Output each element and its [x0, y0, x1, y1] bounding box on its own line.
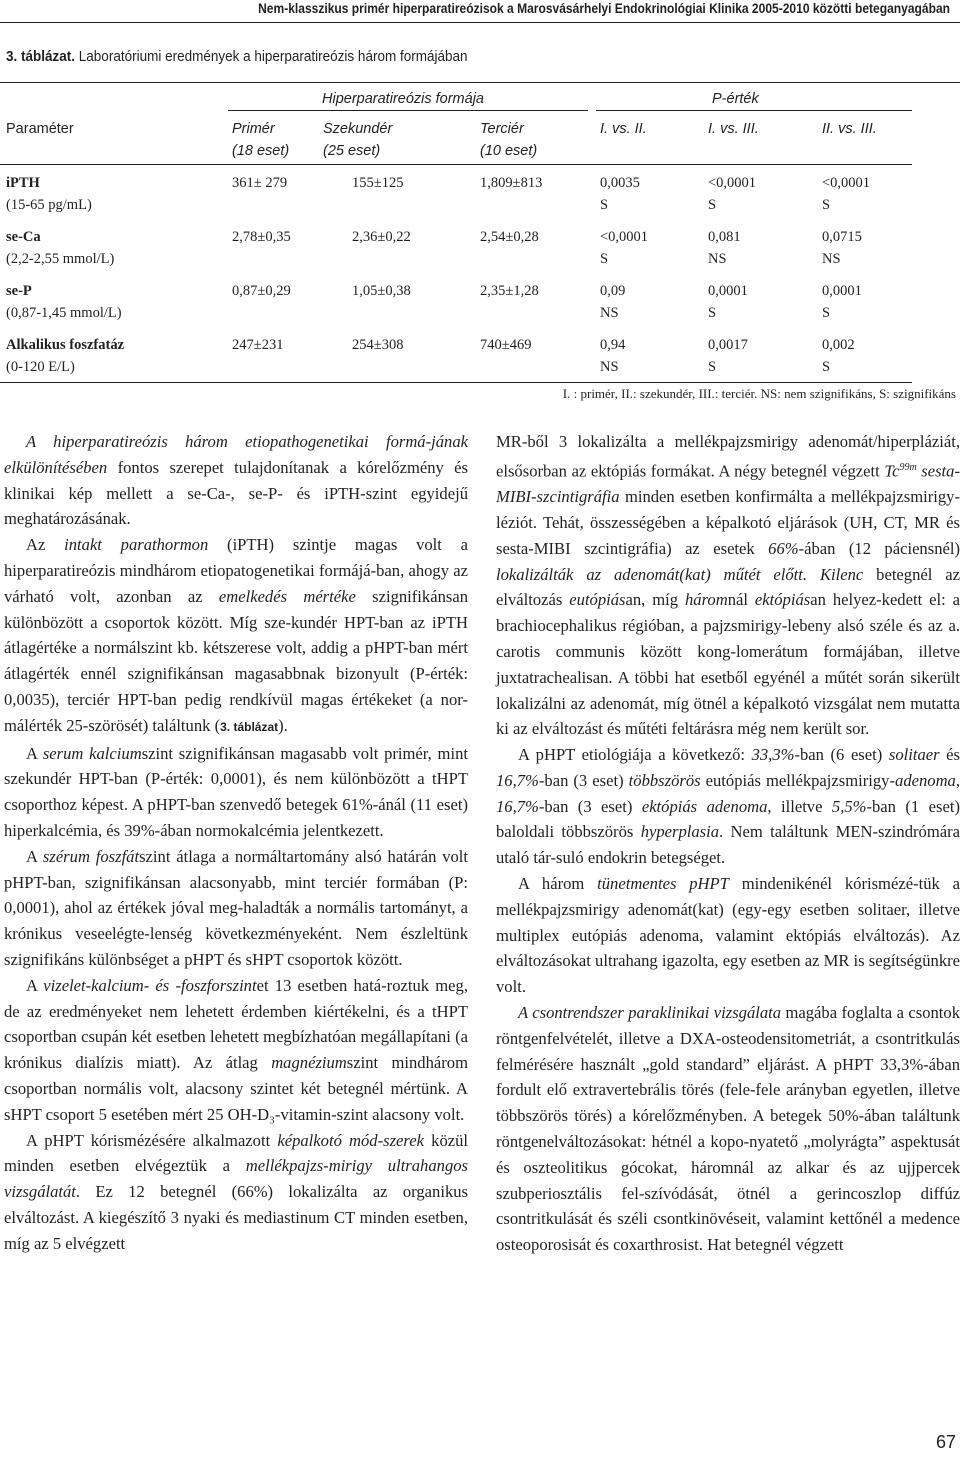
row-range: (15-65 pg/mL) [6, 197, 92, 213]
header-p-1-3: I. vs. III. [708, 121, 759, 137]
paragraph: A szérum foszfátszint átlaga a normáltartomány alsó határán volt pHPT-ban, szignifikánsan alacsonyabb, mint terciér formában (P: 0,0001), ahol az értékek jóval meg-haladták a normális tartományt, a krónikus veseelégte-lenség következményeként. Nem észleltünk szignifikáns különbséget a pHPT és sHPT csoportok között. [4, 846, 469, 969]
paragraph: A hiperparatireózis három etiopathogenetikai formá-jának elkülönítésében fontos szerepet tulajdonítanak a kórelőzmény és klinikai kép mellett a se-Ca-, se-P- és iPTH-szint egyidejű meghatározásának. [4, 432, 468, 529]
cell-szekunder: 2,36±0,22 [352, 229, 411, 245]
table-top-rule [0, 82, 960, 83]
paragraph: A pHPT kórismézésére alkalmazott képalkotó mód-szerek közül minden esetben elvégeztük a mellékpajzs-mirigy ultrahangos vizsgálatát. Ez 12 betegnél (66%) lokalizálta az organikus elváltozást. A kiegészítő 3 nyaki és mediastinum CT minden esetben, míg az 5 elvégzett [4, 1130, 469, 1253]
cell-primer: 2,78±0,35 [232, 229, 291, 245]
cell-p13-sig: S [708, 305, 717, 321]
cell-p13: <0,0001 [708, 175, 757, 191]
cell-tercier: 2,35±1,28 [480, 283, 539, 299]
cell-szekunder: 254±308 [352, 337, 404, 353]
cell-p23-sig: S [822, 305, 831, 321]
paragraph: A vizelet-kalcium- és -foszforszintet 13 esetben hatá-roztuk meg, de az eredményeket nem lehetett érdemben kiértékelni, és a tHPT csoportban csupán két esetben lehetett megbízhatóan megállapítani (a krónikus dialízis miatt). Az átlag magnéziumszint mindhárom csoportban normális volt, alacsony szintet két betegnél mértünk. A sHPT csoport 5 esetében mért 25 OH-D₃-vitamin-szint alacsony volt. [4, 975, 468, 1124]
cell-p12: 0,94 [600, 337, 626, 353]
cell-p23-sig: NS [822, 251, 841, 267]
cell-p12: 0,0035 [600, 175, 640, 191]
cell-p23: 0,002 [822, 337, 855, 353]
paragraph: MR-ből 3 lokalizálta a mellékpajzsmirigy adenomát/hiperpláziát, elsősorban az ektópiás formákat. A négy betegnél végzett $Tc^{99m}$ sesta-MIBI-szcintigráfia minden esetben konfirmálta a mellékpajzsmirigy-léziót. Tehát, összességében a képalkotó eljárások (UH, CT, MR és sesta-MIBI szcintigráfia) az esetek 66%-ában (12 páciensnél) lokalizálták az adenomát(kat) műtét előtt. Kilenc betegnél az elváltozás eutópiásan, míg háromnál ektópiásan helyez-kedett el: a brachiocephalikus régióban, a pajzsmirigy-lebeny alsó széle és az a. carotis communis között kong-lomerátum formájában, illetve juxtatrachealisan. A többi hat esetből egyénél a műtét során sikerült lokalizálni az adenomát, míg ötnél a képalkotó vizsgálat nem mutatta ki az elváltozást és műtéti feltárásra még nem került sor. [496, 432, 960, 739]
pvalue-group-rule [596, 110, 912, 111]
cell-primer: 247±231 [232, 337, 284, 353]
paragraph: A serum kalciumszint szignifikánsan magasabb volt primér, mint szekundér HPT-ban (P-érték: 0,0001), és nem különbözött a tHPT csoporthoz képest. A pHPT-ban szenvedő betegek 61%-ánál (11 eset) hiperkalcémia, és 39%-ában normokalcémia jelentkezett. [4, 743, 468, 840]
header-szekunder: Szekundér [323, 121, 393, 137]
cell-p12-sig: NS [600, 359, 619, 375]
cell-tercier: 1,809±813 [480, 175, 543, 191]
header-tercier: Terciér [480, 121, 524, 137]
header-rule [0, 22, 960, 23]
table-caption-text: Laboratóriumi eredmények a hiperparatireózis három formájában [78, 48, 468, 65]
paragraph: A három tünetmentes pHPT mindenikénél kórismézé-tük a mellékpajzsmirigy adenomát(kat) (egy-egy esetben solitaer, illetve multiplex eutópiás adenoma, valamint ektópiás elváltozás). Az elváltozásokat ultrahang igazolta, egy esetben az MR is segítségünkre volt. [496, 874, 960, 997]
cell-p12: 0,09 [600, 283, 626, 299]
cell-p12-sig: NS [600, 305, 619, 321]
header-bottom-rule [0, 164, 912, 165]
cell-p23-sig: S [822, 197, 831, 213]
cell-primer: 361± 279 [232, 175, 288, 191]
table-caption-label: 3. táblázat. [6, 48, 76, 65]
header-szekunder-sub: (25 eset) [323, 143, 381, 159]
row-param: se-P [6, 283, 32, 299]
table-caption [6, 48, 467, 66]
left-column [4, 429, 468, 1257]
row-range: (0-120 E/L) [6, 359, 75, 375]
group-header-pvalue: P-érték [712, 91, 759, 107]
header-primer: Primér [232, 121, 275, 137]
row-range: (2,2-2,55 mmol/L) [6, 251, 115, 267]
row-range: (0,87-1,45 mmol/L) [6, 305, 122, 321]
row-param: Alkalikus foszfatáz [6, 337, 125, 353]
header-parameter: Paraméter [6, 121, 74, 137]
article-body [4, 429, 959, 1419]
table-reference: 3. táblázat [220, 719, 279, 734]
header-tercier-sub: (10 eset) [480, 143, 538, 159]
paragraph: A pHPT etiológiája a következő: 33,3%-ban (6 eset) solitaer és 16,7%-ban (3 eset) többszörös eutópiás mellékpajzsmirigy-adenoma, 16,7%-ban (3 eset) ektópiás adenoma, illetve 5,5%-ban (1 eset) baloldali többszörös hyperplasia. Nem találtunk MEN-szindrómára utaló tár-suló endokrin betegséget. [496, 745, 960, 868]
page-number: 67 [935, 1432, 956, 1452]
lab-results-table [0, 82, 960, 412]
cell-p12-sig: S [600, 197, 609, 213]
cell-tercier: 2,54±0,28 [480, 229, 539, 245]
cell-p12: <0,0001 [600, 229, 649, 245]
table-bottom-rule [0, 382, 912, 383]
cell-p13: 0,0017 [708, 337, 748, 353]
header-primer-sub: (18 eset) [232, 143, 290, 159]
cell-p13-sig: S [708, 197, 717, 213]
running-header: Nem-klasszikus primér hiperparatireózisok a Marosvásárhelyi Endokrinológiai Klinika 2005-2010 közötti beteganyagában [258, 0, 950, 16]
cell-szekunder: 155±125 [352, 175, 404, 191]
group-header-forms: Hiperparatireózis formája [322, 91, 484, 107]
right-column [496, 429, 960, 1258]
row-param: se-Ca [6, 229, 41, 245]
table-legend: I. : primér, II.: szekundér, III.: terciér. NS: nem szignifikáns, S: szignifikáns [562, 386, 956, 401]
paragraph: A csontrendszer paraklinikai vizsgálata magába foglalta a csontok röntgenfelvételét, illetve a DXA-osteodensitometriát, a csontritkulás felmérésére használt „gold standard” eljárást. A pHPT 33,3%-ában fordult elő extravertebrális törés (fele-fele arányban egyetlen, illetve többszörös törés) a kórelőzményben. A betegek 50%-ában találtunk röntgenelváltozásokat: hétnél a kopo-nyatető „molyrágta” aspektusát és oszteolitikus gócokat, háromnál az alkar és az ujjpercek szubperiosztális fel-szívódását, ötnél a gerincoszlop diffúz csontritkulását és széli csontkinövéseit, valamint kettőnél a medence osteoporosisát és coxarthrosist. Hat betegnél végzett [496, 1003, 960, 1255]
cell-tercier: 740±469 [480, 337, 532, 353]
cell-primer: 0,87±0,29 [232, 283, 291, 299]
cell-p13-sig: S [708, 359, 717, 375]
forms-group-rule [228, 110, 588, 111]
cell-p13: 0,0001 [708, 283, 748, 299]
cell-p13-sig: NS [708, 251, 727, 267]
paragraph: Az intakt parathormon (iPTH) szintje magas volt a hiperparatireózis mindhárom etiopatogenetikai formájá-ban, ahogy az várható volt, azonban az emelkedés mértéke szignifikánsan különbözött a csoportok között. Míg sze-kundér HPT-ban az iPTH átlagértéke a normálszint kb. kétszerese volt, addig a pHPT-ban mért átlagérték ennél szignifikánsan magasabbnak bizonyult (P-érték: 0,0035), terciér HPT-ban pedig rendkívül magas értékeket (a nor-málérték 25-szörösét) találtunk (3. táblázat). [4, 535, 469, 735]
cell-p23-sig: S [822, 359, 831, 375]
cell-p23: <0,0001 [822, 175, 871, 191]
cell-p13: 0,081 [708, 229, 741, 245]
cell-szekunder: 1,05±0,38 [352, 283, 411, 299]
cell-p23: 0,0001 [822, 283, 862, 299]
cell-p12-sig: S [600, 251, 609, 267]
header-p-1-2: I. vs. II. [600, 121, 647, 137]
header-p-2-3: II. vs. III. [822, 121, 877, 137]
row-param: iPTH [6, 175, 40, 191]
cell-p23: 0,0715 [822, 229, 862, 245]
